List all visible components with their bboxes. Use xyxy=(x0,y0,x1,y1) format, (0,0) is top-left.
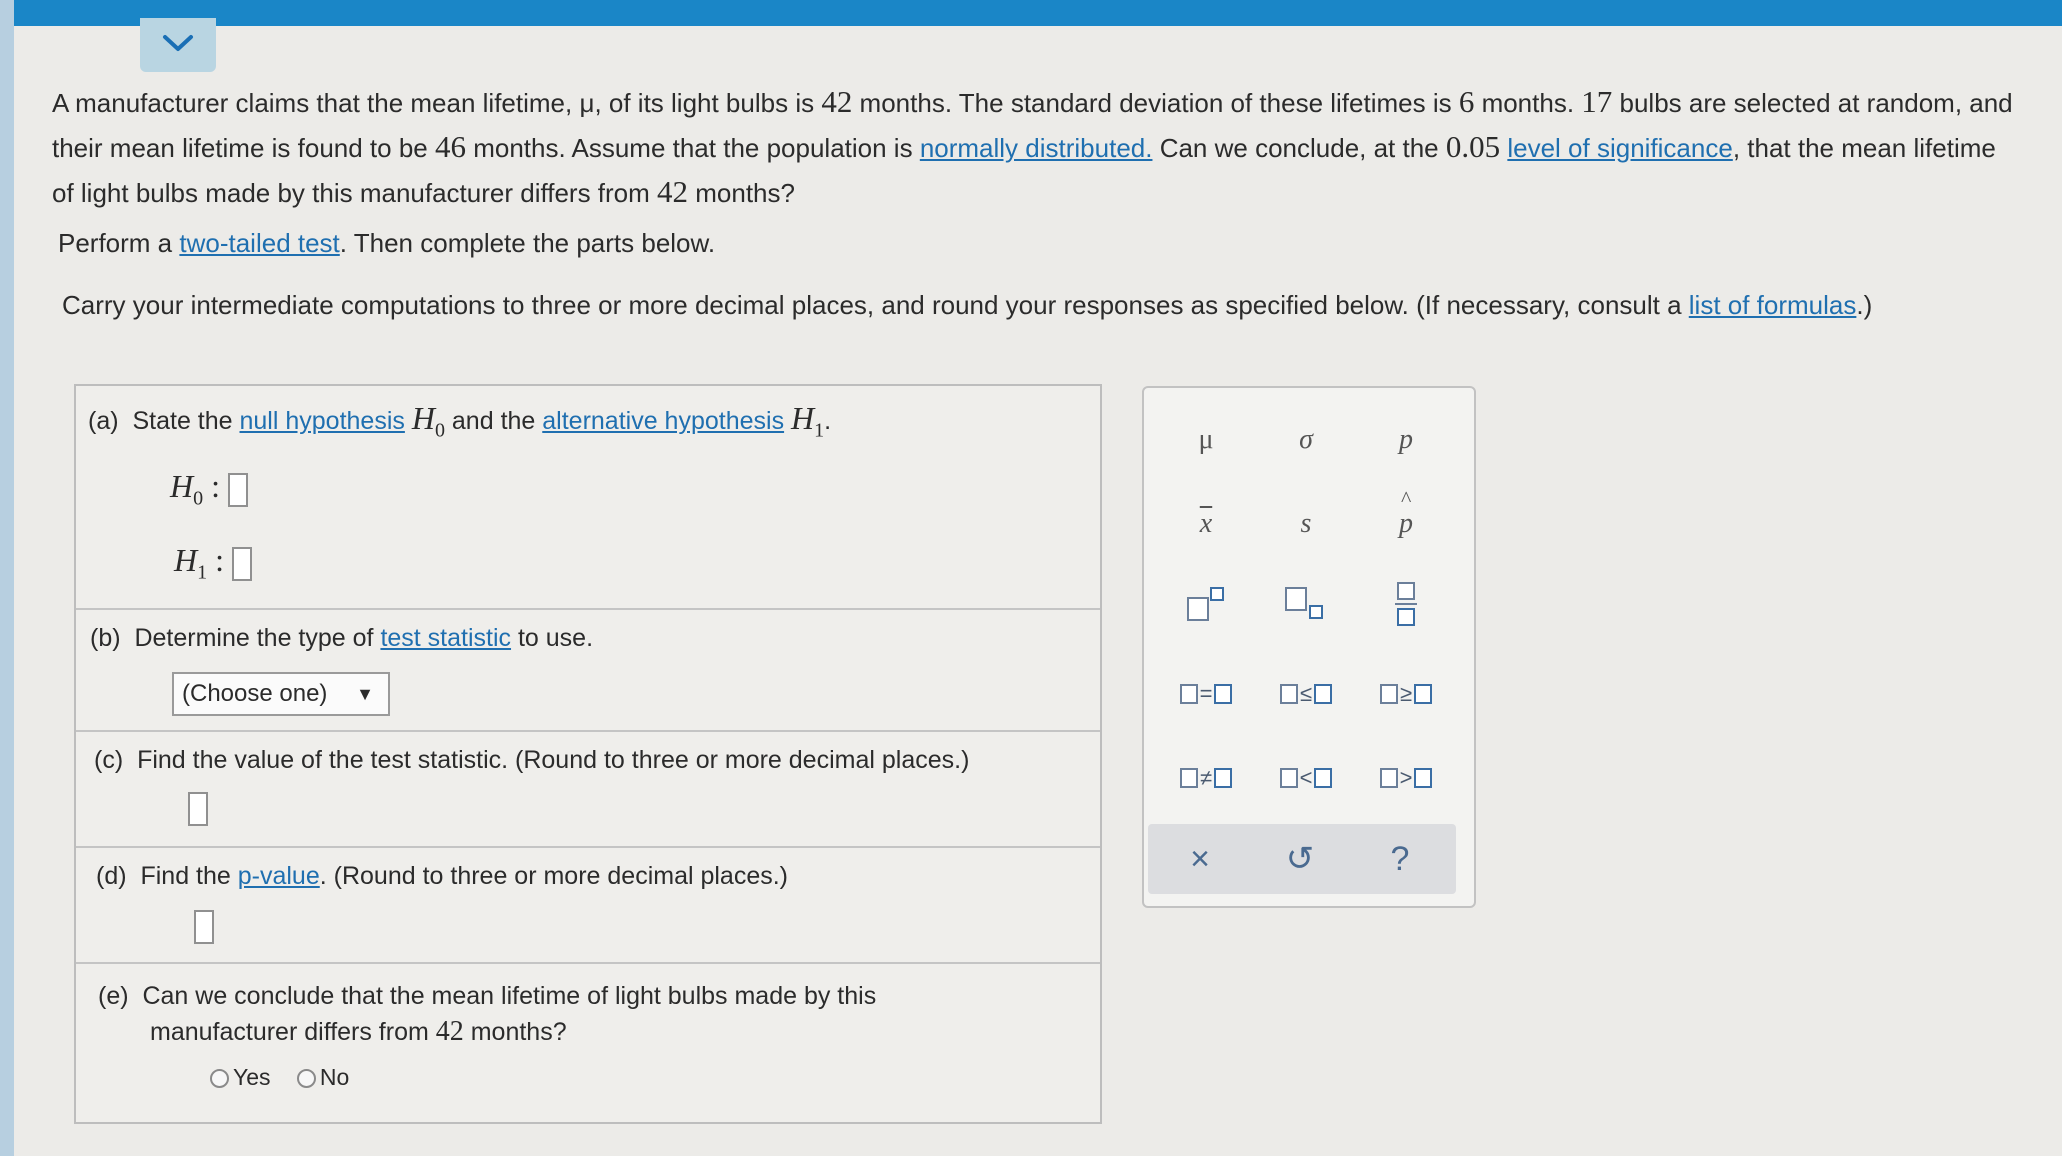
list-of-formulas-link[interactable]: list of formulas xyxy=(1688,290,1857,320)
part-e-prompt xyxy=(98,978,876,1050)
prompt-text: to use. xyxy=(511,624,594,652)
instruction-text: Carry your intermediate computations to three or more decimal places, and round your responses as specified below. (If necessary, consult a xyxy=(62,290,1689,320)
math-keypad xyxy=(1142,386,1476,908)
gt-symbol: > xyxy=(1399,765,1413,790)
h-letter: H xyxy=(411,400,435,436)
part-d xyxy=(76,848,1100,964)
no-radio[interactable] xyxy=(297,1069,316,1088)
prompt-text: Find the value of the test statistic. (Round to three or more decimal places.) xyxy=(137,746,970,774)
prompt-text: . (Round to three or more decimal places.) xyxy=(319,862,789,890)
part-label: (c) xyxy=(94,746,124,774)
part-e xyxy=(76,964,1100,1120)
placeholder-box xyxy=(1214,684,1232,704)
prompt-text: manufacturer differs from xyxy=(150,1018,436,1046)
prompt-text: State the xyxy=(132,407,240,435)
placeholder-box xyxy=(1314,684,1332,704)
problem-text: , that the mean lifetime of light bulbs made by this manufacturer differs from xyxy=(52,133,1996,208)
test-statistic-select[interactable] xyxy=(172,672,390,716)
question-panel xyxy=(74,384,1102,1124)
undo-button[interactable] xyxy=(1252,827,1348,891)
problem-text: Can we conclude, at the xyxy=(1152,133,1446,163)
mu-symbol: μ xyxy=(579,88,595,118)
null-hypothesis-link[interactable]: null hypothesis xyxy=(239,407,405,435)
part-label: (a) xyxy=(88,407,119,435)
instruction-text: .) xyxy=(1856,290,1873,320)
problem-text: months? xyxy=(688,178,795,208)
le-template xyxy=(1280,681,1332,707)
lt-symbol: < xyxy=(1299,765,1313,790)
mu-symbol: μ xyxy=(1198,424,1214,455)
ge-template xyxy=(1380,681,1432,707)
sigma-symbol: σ xyxy=(1299,424,1313,455)
phat-key[interactable] xyxy=(1358,486,1454,556)
h0-answer-input[interactable] xyxy=(228,473,248,507)
equals-symbol: = xyxy=(1199,681,1213,706)
dropdown-arrow-icon: ▼ xyxy=(356,683,374,704)
two-tailed-test-link[interactable]: two-tailed test xyxy=(179,228,340,258)
p-key[interactable] xyxy=(1358,408,1454,472)
prompt-text: Determine the type of xyxy=(134,624,381,652)
problem-text: months. The standard deviation of these lifetimes is xyxy=(852,88,1459,118)
sample-size: 17 xyxy=(1581,84,1613,119)
left-edge xyxy=(0,0,14,1156)
instruction-text: Perform a xyxy=(58,228,180,258)
subscript-key[interactable] xyxy=(1258,576,1354,640)
part-label: (e) xyxy=(98,982,129,1010)
instruction-text: . Then complete the parts below. xyxy=(339,228,716,258)
rounding-instruction xyxy=(62,290,2022,321)
not-equal-key[interactable] xyxy=(1158,746,1254,810)
s-key[interactable] xyxy=(1258,492,1354,556)
conclusion-options xyxy=(210,1064,369,1091)
part-d-prompt xyxy=(96,862,788,891)
lt-template xyxy=(1280,765,1333,791)
keypad-action-bar xyxy=(1148,824,1456,894)
problem-text: , of its light bulbs is xyxy=(594,88,822,118)
yes-radio[interactable] xyxy=(210,1069,229,1088)
close-icon: × xyxy=(1190,839,1210,878)
h1-symbol xyxy=(791,400,825,442)
significance-level: 0.05 xyxy=(1445,129,1501,164)
standard-deviation: 6 xyxy=(1458,84,1475,119)
no-label[interactable]: No xyxy=(319,1064,350,1090)
h-letter: H xyxy=(791,400,815,436)
clear-button[interactable] xyxy=(1152,827,1248,891)
h0-row xyxy=(170,468,248,510)
sample-mean: 46 xyxy=(434,129,466,164)
test-statistic-input[interactable] xyxy=(188,792,208,826)
placeholder-box xyxy=(1414,768,1432,788)
colon: : xyxy=(211,468,220,504)
ne-template xyxy=(1180,765,1232,791)
placeholder-box xyxy=(1214,768,1232,788)
prompt-text: Find the xyxy=(140,862,238,890)
chevron-down-icon xyxy=(161,33,195,58)
fraction-key[interactable] xyxy=(1358,576,1454,640)
placeholder-box xyxy=(1414,684,1432,704)
subscript: 1 xyxy=(197,561,208,584)
colon: : xyxy=(215,542,224,578)
hat-icon: ^ xyxy=(1401,486,1412,511)
placeholder-box xyxy=(1380,684,1398,704)
less-equal-key[interactable] xyxy=(1258,662,1354,726)
ne-symbol: ≠ xyxy=(1199,765,1213,790)
part-label: (d) xyxy=(96,862,127,890)
prompt-text: and the xyxy=(451,407,543,435)
phat-symbol xyxy=(1399,486,1413,540)
claimed-mean: 42 xyxy=(821,84,853,119)
subscript: 1 xyxy=(814,419,825,442)
placeholder-box xyxy=(1380,768,1398,788)
p-letter: p xyxy=(1399,508,1413,539)
prompt-text: . xyxy=(824,407,832,435)
part-label: (b) xyxy=(90,624,121,652)
problem-text: bulbs are selected at random, and their mean lifetime is found to be xyxy=(52,88,2013,163)
subscript: 0 xyxy=(193,487,204,510)
greater-than-key[interactable] xyxy=(1358,746,1454,810)
problem-text: A manufacturer claims that the mean lifetime, xyxy=(52,88,580,118)
placeholder-box xyxy=(1180,768,1198,788)
equals-key[interactable] xyxy=(1158,662,1254,726)
part-a xyxy=(76,386,1100,610)
normally-distributed-link[interactable]: normally distributed. xyxy=(919,133,1153,163)
part-c xyxy=(76,732,1100,848)
yes-label[interactable]: Yes xyxy=(233,1064,271,1090)
gt-template xyxy=(1380,765,1433,791)
part-a-prompt xyxy=(88,400,831,442)
placeholder-box xyxy=(1280,768,1298,788)
ge-symbol: ≥ xyxy=(1399,681,1413,706)
part-b xyxy=(76,610,1100,732)
problem-text: months. Assume that the population is xyxy=(465,133,920,163)
help-button[interactable] xyxy=(1352,827,1448,891)
placeholder-box xyxy=(1314,768,1332,788)
xbar-symbol: $\overline{x}$ xyxy=(1199,508,1213,539)
subscript-icon xyxy=(1282,584,1330,632)
test-statistic-link[interactable]: test statistic xyxy=(380,624,512,652)
p-value-link[interactable]: p-value xyxy=(237,862,320,890)
help-icon: ? xyxy=(1390,839,1410,878)
less-than-key[interactable] xyxy=(1258,746,1354,810)
h1-row xyxy=(174,542,252,584)
instruction-line xyxy=(58,228,715,259)
problem-text: months. xyxy=(1474,88,1582,118)
xbar-key[interactable] xyxy=(1158,492,1254,556)
sigma-key[interactable] xyxy=(1258,408,1354,472)
fraction-icon xyxy=(1391,580,1421,636)
top-bar xyxy=(0,0,2062,26)
prompt-text: months? xyxy=(463,1018,567,1046)
superscript-key[interactable] xyxy=(1158,576,1254,640)
undo-icon: ↺ xyxy=(1285,840,1315,878)
alternative-hypothesis-link[interactable]: alternative hypothesis xyxy=(542,407,785,435)
h0-symbol xyxy=(411,400,445,442)
p-symbol: p xyxy=(1399,424,1413,455)
claimed-mean: 42 xyxy=(657,174,689,209)
prompt-text: Can we conclude that the mean lifetime of light bulbs made by this xyxy=(142,982,877,1010)
placeholder-box xyxy=(1180,684,1198,704)
level-of-significance-link[interactable]: level of significance xyxy=(1507,133,1733,163)
mu-key[interactable] xyxy=(1158,408,1254,472)
part-b-prompt xyxy=(90,624,593,653)
problem-statement xyxy=(52,80,2022,215)
subscript: 0 xyxy=(434,419,445,442)
h-letter: H xyxy=(174,542,198,578)
p-value-input[interactable] xyxy=(194,910,214,944)
claimed-mean: 42 xyxy=(435,1016,464,1047)
h1-answer-input[interactable] xyxy=(232,547,252,581)
placeholder-box xyxy=(1280,684,1298,704)
collapse-toggle-button[interactable] xyxy=(140,18,216,72)
superscript-icon xyxy=(1184,584,1228,632)
le-symbol: ≤ xyxy=(1299,681,1313,706)
greater-equal-key[interactable] xyxy=(1358,662,1454,726)
equals-template xyxy=(1180,681,1233,707)
s-symbol: s xyxy=(1300,508,1312,539)
h-letter: H xyxy=(170,468,194,504)
select-value: (Choose one) xyxy=(182,680,328,707)
part-c-prompt xyxy=(94,746,969,775)
